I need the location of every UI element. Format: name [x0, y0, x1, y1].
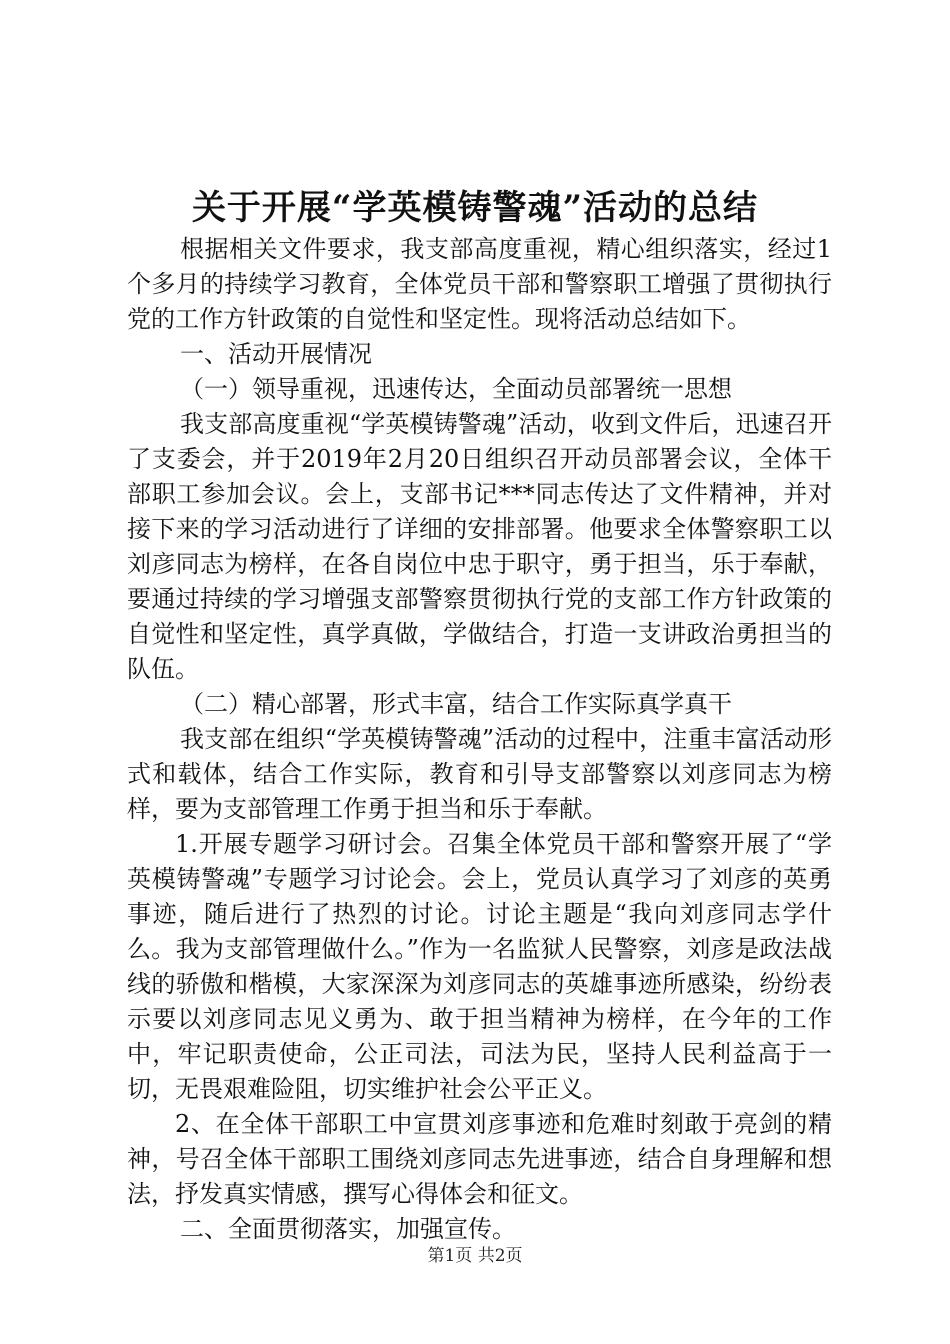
subsection-heading-1: （一）领导重视，迅速传达，全面动员部署统一思想: [180, 375, 732, 403]
numbered-item-2: 2、在全体干部职工中宣贯刘彦事迹和危难时刻敢于亮剑的精神，号召全体干部职工围绕刘彦同志先进事迹，结合自身理解和想法，抒发真实情感，撰写心得体会和征文。: [127, 1110, 832, 1208]
body-paragraph-1: 我支部高度重视“学英模铸警魂”活动，收到文件后，迅速召开了支委会，并于2019年2月20日组织召开动员部署会议，全体干部职工参加会议。会上，支部书记***同志传达了文件精神，并对接下来的学习活动进行了详细的安排部署。他要求全体警察职工以刘彦同志为榜样，在各自岗位中忠于职守，勇于担当，乐于奉献，要通过持续的学习增强支部警察贯彻执行党的支部工作方针政策的自觉性和坚定性，真学真做，学做结合，打造一支讲政治勇担当的队伍。: [127, 410, 832, 683]
intro-paragraph: 根据相关文件要求，我支部高度重视，精心组织落实，经过1个多月的持续学习教育，全体党员干部和警察职工增强了贯彻执行党的工作方针政策的自觉性和坚定性。现将活动总结如下。: [127, 235, 832, 333]
body-paragraph-2: 我支部在组织“学英模铸警魂”活动的过程中，注重丰富活动形式和载体，结合工作实际，教育和引导支部警察以刘彦同志为榜样，要为支部管理工作勇于担当和乐于奉献。: [127, 725, 832, 823]
numbered-item-1: 1.开展专题学习研讨会。召集全体党员干部和警察开展了“学英模铸警魂”专题学习讨论会。会上，党员认真学习了刘彦的英勇事迹，随后进行了热烈的讨论。讨论主题是“我向刘彦同志学什么。我为支部管理做什么。”作为一名监狱人民警察，刘彦是政法战线的骄傲和楷模，大家深深为刘彦同志的英雄事迹所感染，纷纷表示要以刘彦同志见义勇为、敢于担当精神为榜样，在今年的工作中，牢记职责使命，公正司法，司法为民，坚持人民利益高于一切，无畏艰难险阻，切实维护社会公平正义。: [127, 830, 832, 1103]
subsection-heading-2: （二）精心部署，形式丰富，结合工作实际真学真干: [180, 690, 732, 718]
page-number-footer: 第1页 共2页: [427, 1246, 523, 1266]
section-heading-2: 二、全面贯彻落实，加强宣传。: [180, 1215, 516, 1243]
document-title: 关于开展“学英模铸警魂”活动的总结: [191, 188, 759, 228]
document-body: [127, 232, 832, 1247]
section-heading-1: 一、活动开展情况: [180, 340, 372, 368]
